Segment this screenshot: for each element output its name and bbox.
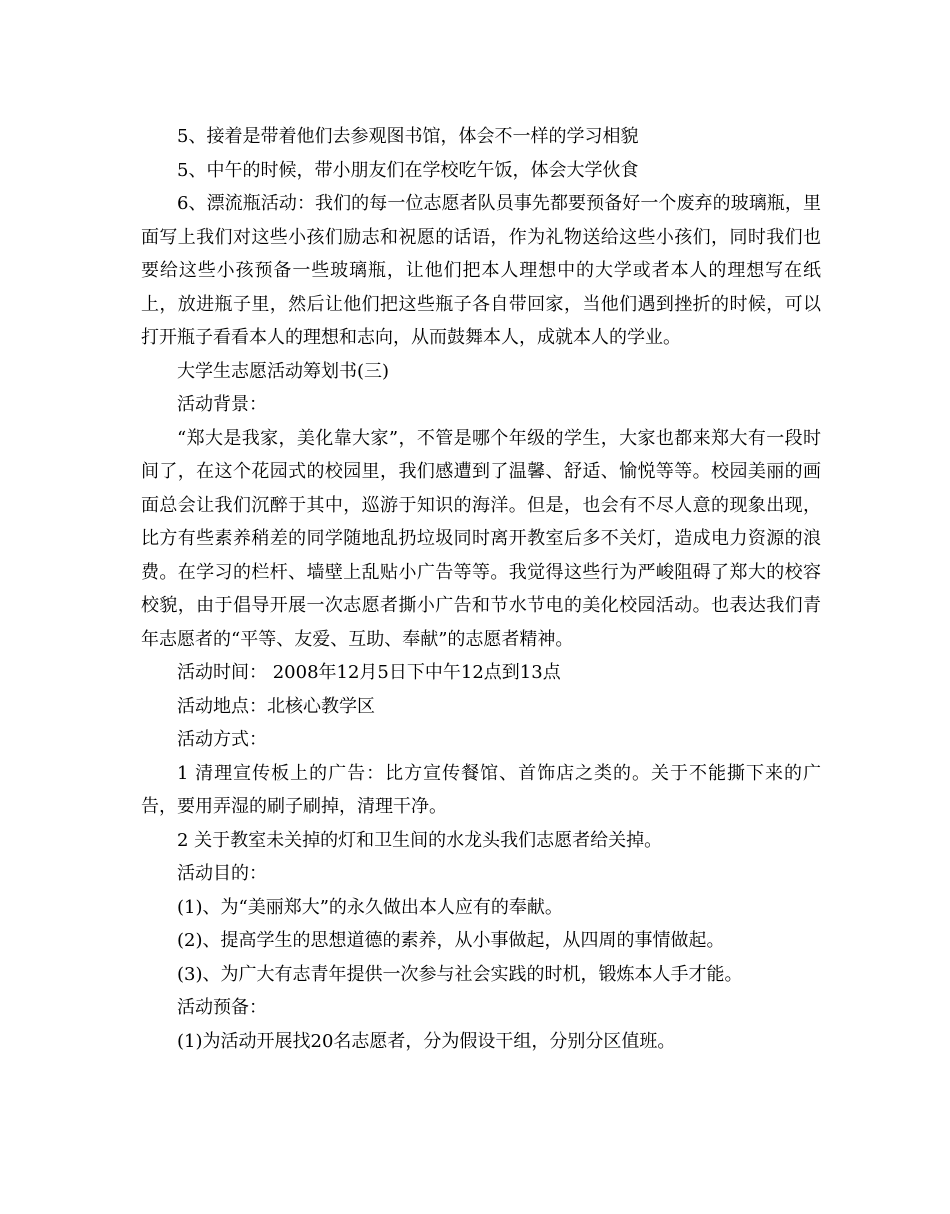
document-body <box>141 120 821 1058</box>
paragraph-time: 活动时间： 2008年12月5日下中午12点到13点 <box>177 662 561 683</box>
paragraph-lunch: 5、中午的时候，带小朋友们在学校吃午饭，体会大学伙食 <box>177 159 639 181</box>
paragraph-preparation-1: (1)为活动开展找20名志愿者，分为假设干组，分别分区值班。 <box>177 1030 676 1052</box>
paragraph-location: 活动地点：北核心教学区 <box>177 695 375 717</box>
paragraph-purpose-3: (3)、为广大有志青年提供一次参与社会实践的时机，锻炼本人手才能。 <box>177 963 743 985</box>
paragraph-purpose-2: (2)、提高学生的思想道德的素养，从小事做起，从四周的事情做起。 <box>177 930 725 951</box>
label-background: 活动背景： <box>177 394 267 415</box>
paragraph-purpose-1: (1)、为“美丽郑大”的永久做出本人应有的奉献。 <box>177 896 563 918</box>
paragraph-method-1: 1 清理宣传板上的广告：比方宣传餐馆、首饰店之类的。关于不能撕下来的广告，要用弄湿的刷子刷掉，清理干净。 <box>141 762 821 817</box>
paragraph-method-2: 2 关于教室未关掉的灯和卫生间的水龙头我们志愿者给关掉。 <box>177 829 663 851</box>
paragraph-drift-bottle: 6、漂流瓶活动：我们的每一位志愿者队员事先都要预备好一个废弃的玻璃瓶，里面写上我们对这些小孩们励志和祝愿的话语，作为礼物送给这些小孩们，同时我们也要给这些小孩预备一些玻璃瓶，让他们把本人理想中的大学或者本人的理想写在纸上，放进瓶子里，然后让他们把这些瓶子各自带回家，当他们遇到挫折的时候，可以打开瓶子看看本人的理想和志向，从而鼓舞本人，成就本人的学业。 <box>141 193 821 348</box>
section-heading: 大学生志愿活动筹划书(三) <box>177 360 390 382</box>
label-preparation: 活动预备： <box>177 997 267 1018</box>
label-purpose: 活动目的： <box>177 863 267 884</box>
paragraph-library-visit: 5、接着是带着他们去参观图书馆，体会不一样的学习相貌 <box>177 126 639 147</box>
paragraph-background: “郑大是我家，美化靠大家”，不管是哪个年级的学生，大家也都来郑大有一段时间了，在这个花园式的校园里，我们感遭到了温馨、舒适、愉悦等等。校园美丽的画面总会让我们沉醉于其中，巡游于知识的海洋。但是，也会有不尽人意的现象出现，比方有些素养稍差的同学随地乱扔垃圾同时离开教室后多不关灯，造成电力资源的浪费。在学习的栏杆、墙壁上乱贴小广告等等。我觉得这些行为严峻阻碍了郑大的校容校貌，由于倡导开展一次志愿者撕小广告和节水节电的美化校园活动。也表达我们青年志愿者的“平等、友爱、互助、奉献”的志愿者精神。 <box>141 427 821 650</box>
label-method: 活动方式： <box>177 729 267 750</box>
